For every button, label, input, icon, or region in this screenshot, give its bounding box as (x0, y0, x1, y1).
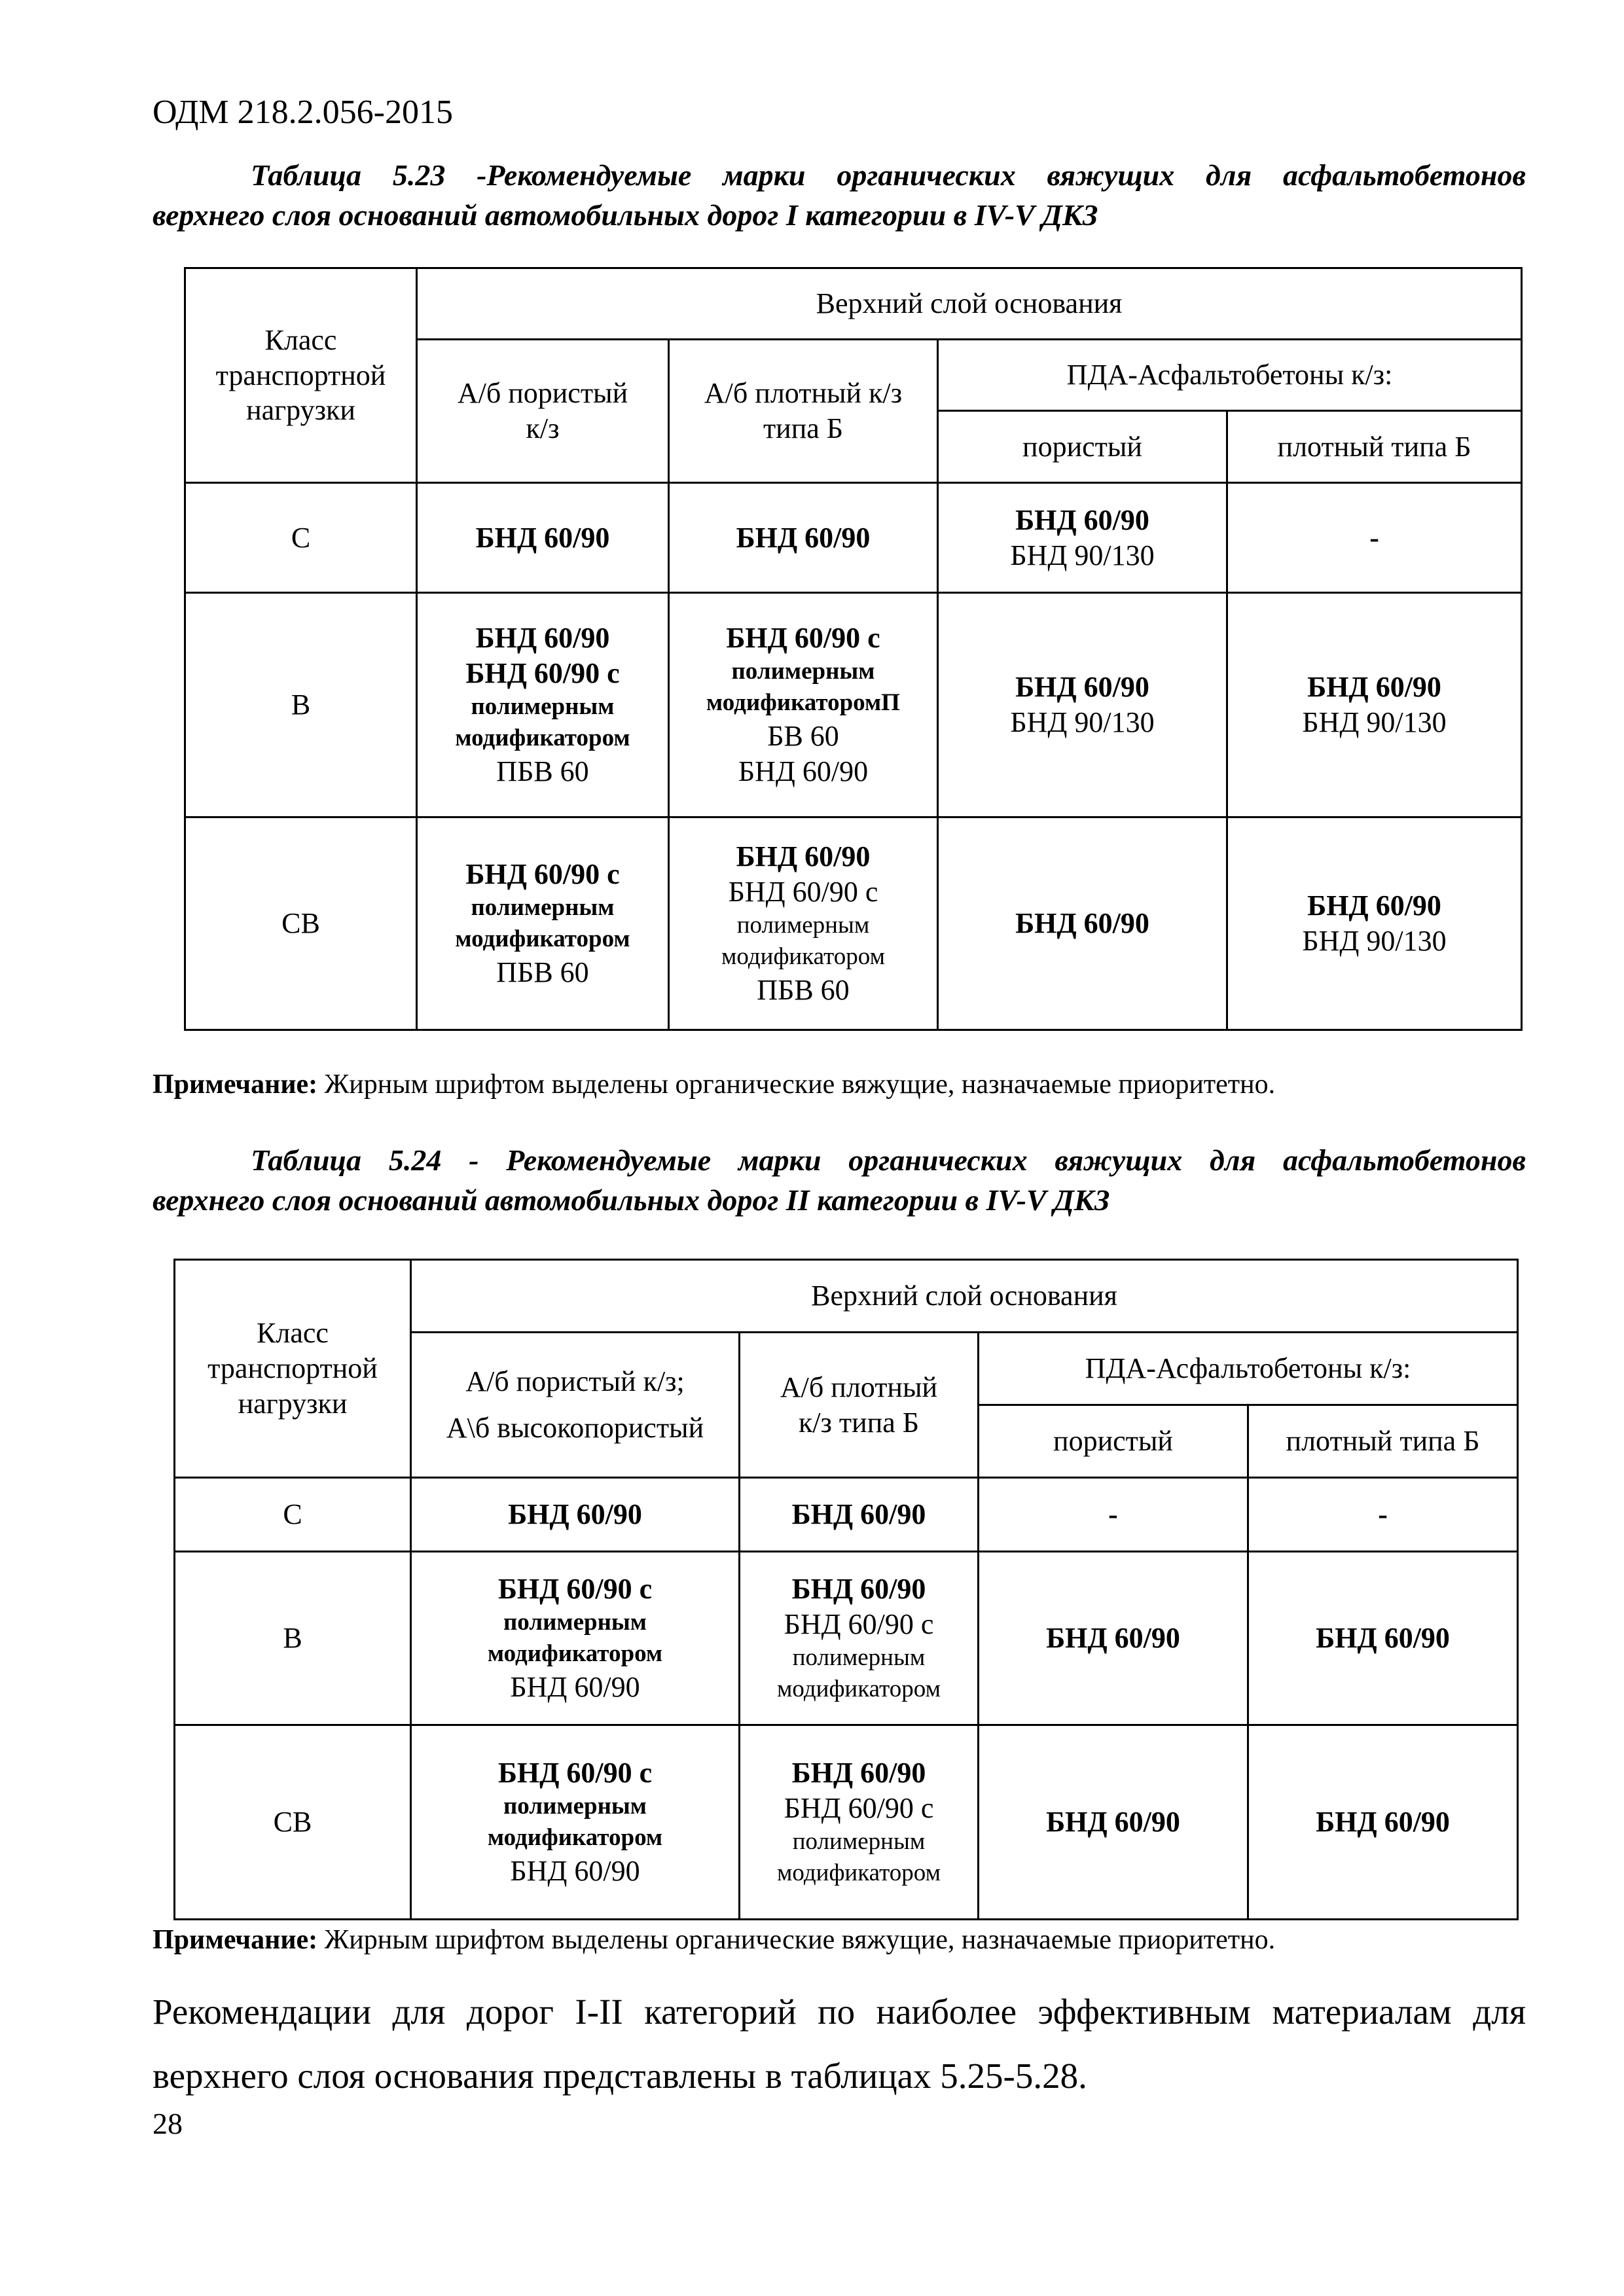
cell-line: БНД 60/90 (1015, 503, 1149, 536)
cell-line: БНД 60/90 (791, 1573, 926, 1605)
cell-line: БНД 60/90 с (497, 1757, 653, 1789)
cell-line: модификатором (776, 1859, 941, 1886)
cell-line: полимерным (471, 692, 615, 720)
cell-porous (411, 1478, 740, 1552)
cell-dense (669, 593, 938, 817)
header-line: к/з (526, 412, 560, 444)
cell-line: - (1369, 521, 1379, 554)
note-text: Жирным шрифтом выделены органические вяжущие, назначаемые приоритетно. (317, 1925, 1276, 1955)
header-upper-layer: Верхний слой основания (417, 268, 1522, 340)
table-row (185, 483, 1522, 593)
header-line: А/б плотный к/з (704, 377, 903, 410)
cell-porous (417, 593, 669, 817)
table-row (185, 817, 1522, 1030)
cell-line: БНД 60/90 с (497, 1573, 653, 1605)
cell-line: БНД 60/90 (1015, 671, 1149, 704)
cell-line: БНД 60/90 (475, 622, 610, 655)
cell-line: БВ 60 (767, 720, 839, 753)
header-line: А\б высокопористый (446, 1411, 704, 1444)
cell-line: БНД 90/130 (1010, 706, 1155, 738)
cell-line: БНД 60/90 (1046, 1806, 1180, 1839)
cell-line: - (1378, 1498, 1388, 1531)
cell-line: БНД 60/90 с (726, 622, 880, 655)
caption-line-1: Таблица 5.23 -Рекомендуемые марки органических вяжущих для асфальтобетонов (251, 158, 1526, 192)
cell-line: БНД 60/90 с (784, 1607, 934, 1640)
cell-line: БНД 60/90 с (784, 1791, 934, 1824)
cell-line: модификатором (455, 724, 630, 751)
header-line: к/з типа Б (798, 1406, 920, 1439)
row-class: В (175, 1552, 411, 1725)
cell-line: БНД 60/90 с (465, 657, 620, 690)
cell-line: модификатором (487, 1640, 663, 1667)
cell-line: полимерным (792, 1643, 926, 1671)
cell-line: БНД 60/90 (1046, 1622, 1180, 1655)
cell-line: полимерным (471, 893, 615, 921)
table-5-23-note (153, 1069, 1275, 1100)
header-class-line: нагрузки (246, 394, 355, 427)
header-porous (411, 1333, 740, 1478)
table-row (175, 1552, 1518, 1725)
cell-line: БНД 60/90 с (465, 858, 620, 891)
cell-line: БНД 60/90 (736, 521, 871, 554)
cell-line: БНД 60/90 с (728, 876, 878, 908)
note-label: Примечание: (153, 1069, 318, 1100)
cell-line: ПБВ 60 (496, 956, 589, 989)
cell-pda-porous (938, 483, 1227, 593)
row-class: В (185, 593, 417, 817)
note-label: Примечание: (153, 1925, 318, 1955)
page-number: 28 (153, 2107, 183, 2140)
cell-line: полимерным (503, 1608, 647, 1636)
row-class: С (175, 1478, 411, 1552)
cell-pda-dense (1227, 817, 1522, 1030)
header-pda: ПДА-Асфальтобетоны к/з: (938, 340, 1522, 411)
cell-dense (740, 1725, 979, 1920)
header-class-line: транспортной (208, 1352, 378, 1385)
cell-line: БНД 60/90 (791, 1757, 926, 1789)
body-paragraph: Рекомендации для дорог I-II категорий по наиболее эффективным материалам для верхнего слоя основания представлены в таблицах 5.25-5.28. (153, 1992, 1526, 2096)
table-row (185, 593, 1522, 817)
row-class: С (185, 483, 417, 593)
cell-line: модификатором (776, 1675, 941, 1702)
table-5-24-caption (153, 1140, 1526, 1220)
note-text: Жирным шрифтом выделены органические вяжущие, назначаемые приоритетно. (317, 1069, 1276, 1100)
cell-dense (669, 817, 938, 1030)
cell-line: БНД 60/90 (475, 521, 610, 554)
header-class-line: Класс (257, 1317, 329, 1350)
cell-dense (740, 1552, 979, 1725)
document-code: ОДМ 218.2.056-2015 (153, 94, 453, 131)
header-pda-dense: плотный типа Б (1248, 1405, 1518, 1478)
header-dense (740, 1333, 979, 1478)
header-class (185, 268, 417, 483)
cell-pda-porous (979, 1478, 1248, 1552)
table-row (175, 1478, 1518, 1552)
cell-line: БНД 60/90 (1316, 1806, 1450, 1839)
cell-line: БНД 90/130 (1302, 925, 1447, 957)
table-row (175, 1725, 1518, 1920)
cell-porous (417, 817, 669, 1030)
cell-line: БНД 60/90 (1307, 889, 1441, 922)
header-line: типа Б (763, 412, 844, 444)
cell-line: БНД 60/90 (510, 1671, 640, 1704)
cell-dense (669, 483, 938, 593)
header-class-line: нагрузки (238, 1387, 348, 1420)
cell-line: БНД 60/90 (508, 1498, 642, 1531)
header-line: А/б плотный (780, 1371, 938, 1403)
cell-porous (417, 483, 669, 593)
cell-line: БНД 60/90 (1316, 1622, 1450, 1655)
row-class: СВ (175, 1725, 411, 1920)
cell-pda-dense (1248, 1552, 1518, 1725)
cell-pda-porous (979, 1552, 1248, 1725)
cell-line: БНД 60/90 (738, 755, 869, 787)
cell-line: полимерным (503, 1792, 647, 1820)
cell-porous (411, 1552, 740, 1725)
header-pda-dense: плотный типа Б (1227, 411, 1522, 483)
cell-line: БНД 60/90 (1307, 671, 1441, 704)
cell-line: модификатором (455, 925, 630, 952)
table-5-23-caption (153, 155, 1526, 235)
header-line: А/б пористый к/з; (465, 1365, 685, 1398)
header-dense (669, 340, 938, 483)
cell-line: БНД 60/90 (736, 840, 871, 873)
table-5-24 (173, 1259, 1519, 1920)
caption-line-1: Таблица 5.24 - Рекомендуемые марки органических вяжущих для асфальтобетонов (251, 1143, 1526, 1177)
cell-line: - (1108, 1498, 1118, 1531)
cell-line: модификаторомП (706, 689, 900, 717)
cell-line: модификатором (487, 1824, 663, 1851)
cell-pda-porous (979, 1725, 1248, 1920)
header-pda-porous: пористый (938, 411, 1227, 483)
header-class (175, 1260, 411, 1478)
cell-line: модификатором (721, 942, 886, 970)
cell-pda-dense (1248, 1725, 1518, 1920)
header-class-line: транспортной (215, 359, 386, 391)
cell-line: БНД 60/90 (510, 1855, 640, 1888)
header-porous (417, 340, 669, 483)
cell-line: БНД 60/90 (1015, 907, 1149, 940)
cell-line: полимерным (731, 658, 875, 685)
cell-line: ПБВ 60 (496, 755, 589, 787)
header-class-line: Класс (264, 323, 337, 356)
caption-line-2: верхнего слоя оснований автомобильных дорог I категории в IV-V ДКЗ (153, 198, 1098, 232)
cell-line: ПБВ 60 (757, 973, 850, 1006)
header-line: А/б пористый (457, 377, 628, 410)
header-upper-layer: Верхний слой основания (411, 1260, 1518, 1333)
table-5-24-note (153, 1924, 1275, 1956)
cell-pda-dense (1227, 483, 1522, 593)
cell-line: полимерным (736, 911, 870, 939)
cell-pda-dense (1227, 593, 1522, 817)
cell-pda-porous (938, 593, 1227, 817)
row-class: СВ (185, 817, 417, 1030)
cell-pda-dense (1248, 1478, 1518, 1552)
cell-dense (740, 1478, 979, 1552)
cell-pda-porous (938, 817, 1227, 1030)
header-pda-porous: пористый (979, 1405, 1248, 1478)
caption-line-2: верхнего слоя оснований автомобильных дорог II категории в IV-V ДКЗ (153, 1183, 1110, 1217)
cell-line: полимерным (792, 1827, 926, 1855)
cell-line: БНД 60/90 (791, 1498, 926, 1531)
table-5-23 (184, 267, 1523, 1031)
header-pda: ПДА-Асфальтобетоны к/з: (979, 1333, 1518, 1405)
cell-line: БНД 90/130 (1302, 706, 1447, 738)
cell-line: БНД 90/130 (1010, 539, 1155, 571)
cell-porous (411, 1725, 740, 1920)
